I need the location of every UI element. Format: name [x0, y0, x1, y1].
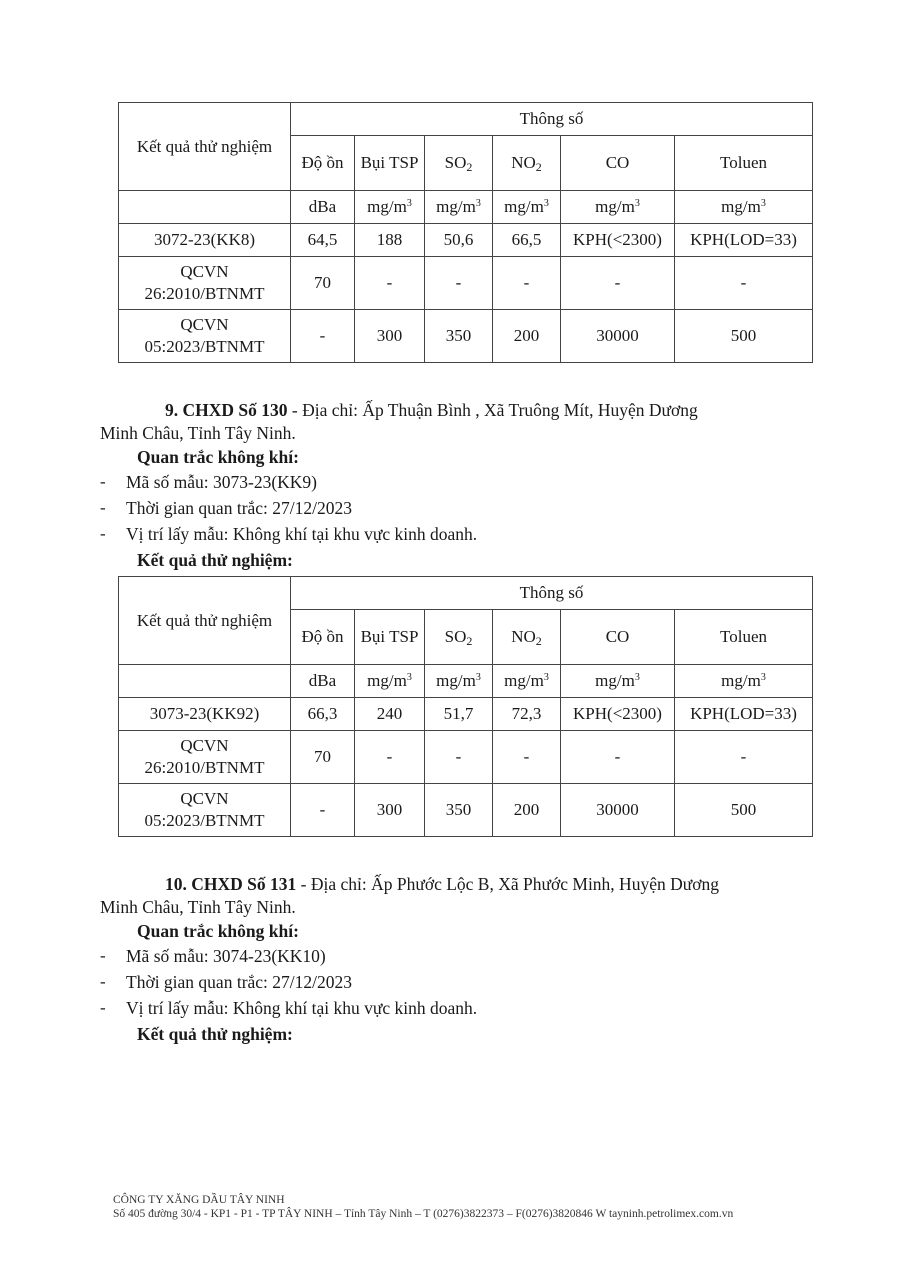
cell-value: - — [291, 784, 355, 837]
section-10-title: 10. CHXD Số 131 - Địa chỉ: Ấp Phước Lộc B, Xã Phước Minh, Huyện Dương — [165, 874, 719, 894]
row-label: QCVN 05:2023/BTNMT — [119, 310, 291, 363]
cell-value: 240 — [355, 698, 425, 731]
cell-value: 70 — [291, 731, 355, 784]
unit-no2: $mg/m^3$ — [493, 191, 561, 224]
section-9-address-cont: Minh Châu, Tỉnh Tây Ninh. — [100, 423, 296, 443]
col-co: CO — [561, 610, 675, 665]
bullet-dash: - — [100, 946, 106, 965]
row-label: 3072-23(KK8) — [119, 224, 291, 257]
bullet-dash: - — [100, 998, 106, 1017]
table-row — [119, 310, 813, 363]
section-9-monitor-heading: Quan trắc không khí: — [137, 447, 299, 467]
cell-value: - — [425, 257, 493, 310]
cell-value: 51,7 — [425, 698, 493, 731]
cell-value: 300 — [355, 784, 425, 837]
cell-value: 200 — [493, 784, 561, 837]
section-10-monitor-heading: Quan trắc không khí: — [137, 921, 299, 941]
section-9-sample-location: Vị trí lấy mẫu: Không khí tại khu vực kinh doanh. — [126, 524, 478, 544]
section-10-address-cont: Minh Châu, Tỉnh Tây Ninh. — [100, 897, 296, 917]
unit-no2: $mg/m^3$ — [493, 665, 561, 698]
unit-noise: dBa — [291, 665, 355, 698]
bullet-dash: - — [100, 972, 106, 991]
unit-toluen: $mg/m^3$ — [675, 191, 813, 224]
cell-value: KPH(<2300) — [561, 698, 675, 731]
section-10-sample-code: Mã số mẫu: 3074-23(KK10) — [126, 946, 326, 966]
unit-co: $mg/m^3$ — [561, 665, 675, 698]
cell-value: 500 — [675, 310, 813, 363]
bullet-dash: - — [100, 472, 106, 491]
results-table-kk8 — [118, 102, 813, 363]
col-co: CO — [561, 136, 675, 191]
cell-value: 64,5 — [291, 224, 355, 257]
unit-so2: $mg/m^3$ — [425, 191, 493, 224]
header-parameters: Thông số — [291, 103, 813, 136]
cell-value: KPH(LOD=33) — [675, 224, 813, 257]
cell-value: 72,3 — [493, 698, 561, 731]
cell-value: - — [425, 731, 493, 784]
col-noise: Độ ồn — [291, 136, 355, 191]
section-10-sample-location: Vị trí lấy mẫu: Không khí tại khu vực kinh doanh. — [126, 998, 478, 1018]
cell-value: KPH(<2300) — [561, 224, 675, 257]
cell-value: - — [355, 731, 425, 784]
cell-value: - — [675, 731, 813, 784]
table-row — [119, 784, 813, 837]
cell-value: - — [675, 257, 813, 310]
table-row — [119, 731, 813, 784]
bullet-dash: - — [100, 498, 106, 517]
col-no2: $NO_2$ — [493, 136, 561, 191]
header-test-result: Kết quả thử nghiệm — [119, 577, 291, 665]
cell-value: 500 — [675, 784, 813, 837]
section-9-result-heading: Kết quả thử nghiệm: — [137, 550, 293, 570]
unit-toluen: $mg/m^3$ — [675, 665, 813, 698]
footer-address: Số 405 đường 30/4 - KP1 - P1 - TP TÂY NINH – Tỉnh Tây Ninh – T (0276)3822373 – F(0276)3820846 W tayninh.petrolimex.com.vn — [113, 1208, 734, 1220]
cell-value: 300 — [355, 310, 425, 363]
cell-value: 188 — [355, 224, 425, 257]
unit-tsp: $mg/m^3$ — [355, 665, 425, 698]
header-parameters: Thông số — [291, 577, 813, 610]
unit-spacer — [119, 665, 291, 698]
cell-value: - — [561, 257, 675, 310]
cell-value: - — [493, 731, 561, 784]
unit-noise: dBa — [291, 191, 355, 224]
unit-spacer — [119, 191, 291, 224]
col-noise: Độ ồn — [291, 610, 355, 665]
cell-value: 66,3 — [291, 698, 355, 731]
row-label: QCVN 26:2010/BTNMT — [119, 257, 291, 310]
cell-value: - — [561, 731, 675, 784]
row-label: QCVN 26:2010/BTNMT — [119, 731, 291, 784]
unit-tsp: $mg/m^3$ — [355, 191, 425, 224]
cell-value: - — [291, 310, 355, 363]
cell-value: 66,5 — [493, 224, 561, 257]
col-tsp: Bụi TSP — [355, 610, 425, 665]
table-row — [119, 698, 813, 731]
col-no2: $NO_2$ — [493, 610, 561, 665]
cell-value: 350 — [425, 784, 493, 837]
col-toluen: Toluen — [675, 610, 813, 665]
results-table-kk9 — [118, 576, 813, 837]
col-tsp: Bụi TSP — [355, 136, 425, 191]
col-toluen: Toluen — [675, 136, 813, 191]
section-9-monitor-time: Thời gian quan trắc: 27/12/2023 — [126, 498, 353, 518]
section-10-result-heading: Kết quả thử nghiệm: — [137, 1024, 293, 1044]
unit-so2: $mg/m^3$ — [425, 665, 493, 698]
table-row — [119, 257, 813, 310]
bullet-dash: - — [100, 524, 106, 543]
cell-value: 200 — [493, 310, 561, 363]
section-9-title: 9. CHXD Số 130 - Địa chỉ: Ấp Thuận Bình , Xã Truông Mít, Huyện Dương — [165, 400, 698, 420]
cell-value: - — [493, 257, 561, 310]
footer-company-name: CÔNG TY XĂNG DẦU TÂY NINH — [113, 1194, 285, 1206]
header-test-result: Kết quả thử nghiệm — [119, 103, 291, 191]
section-10-monitor-time: Thời gian quan trắc: 27/12/2023 — [126, 972, 353, 992]
col-so2: $SO_2$ — [425, 610, 493, 665]
table-row — [119, 224, 813, 257]
cell-value: KPH(LOD=33) — [675, 698, 813, 731]
section-9-sample-code: Mã số mẫu: 3073-23(KK9) — [126, 472, 318, 492]
cell-value: 30000 — [561, 310, 675, 363]
cell-value: - — [355, 257, 425, 310]
cell-value: 30000 — [561, 784, 675, 837]
row-label: 3073-23(KK92) — [119, 698, 291, 731]
unit-co: $mg/m^3$ — [561, 191, 675, 224]
cell-value: 50,6 — [425, 224, 493, 257]
row-label: QCVN 05:2023/BTNMT — [119, 784, 291, 837]
col-so2: $SO_2$ — [425, 136, 493, 191]
cell-value: 70 — [291, 257, 355, 310]
cell-value: 350 — [425, 310, 493, 363]
